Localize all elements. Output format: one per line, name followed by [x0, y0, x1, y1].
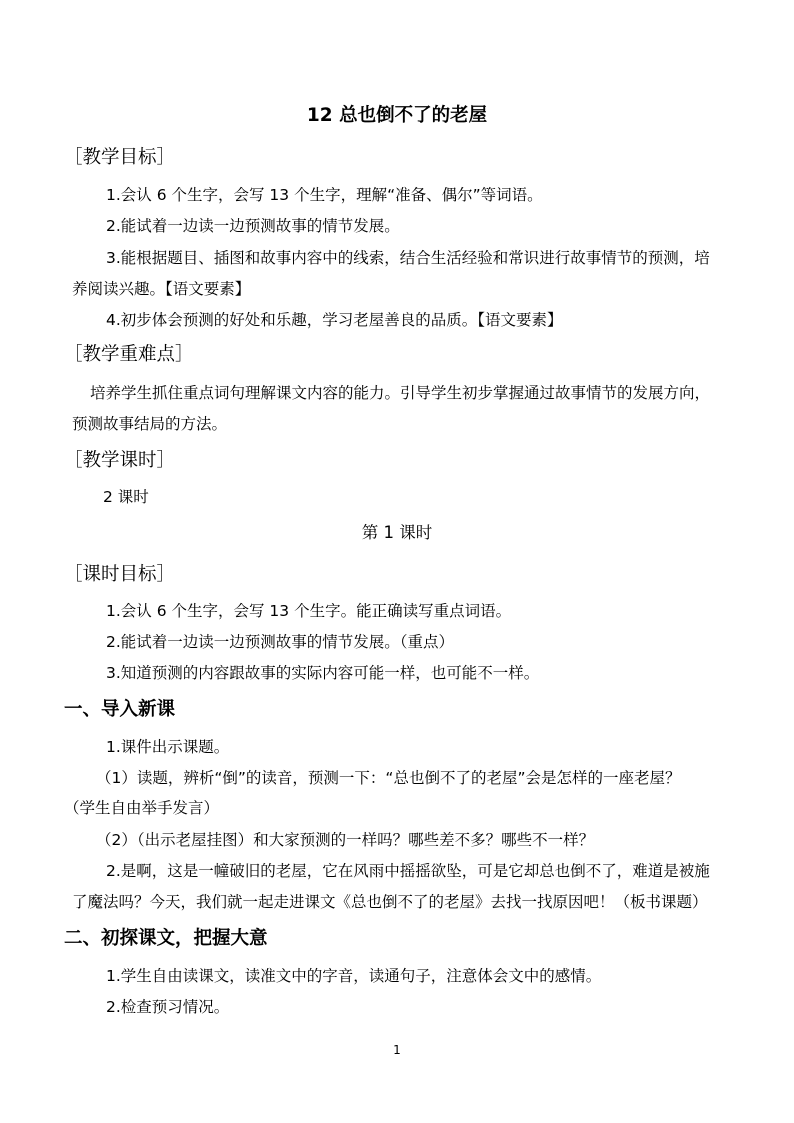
key-points-line-2: 预测故事结局的方法。: [72, 415, 228, 433]
lesson-goal-item-3: 3.知道预测的内容跟故事的实际内容可能一样，也可能不一样。: [106, 664, 540, 682]
lesson-goal-item-2: 2.能试着一边读一边预测故事的情节发展。（重点）: [106, 633, 455, 651]
section-heading-teaching-goals: ［教学目标］: [64, 147, 176, 168]
key-points-line-1: 培养学生抓住重点词句理解课文内容的能力。引导学生初步掌握通过故事情节的发展方向，: [90, 384, 711, 402]
goal-item-2: 2.能试着一边读一边预测故事的情节发展。: [106, 217, 400, 235]
goal-item-3: 3.能根据题目、插图和故事内容中的线索，结合生活经验和常识进行故事情节的预测，培: [106, 249, 710, 267]
lesson-title: 第 1 课时: [361, 523, 433, 542]
goal-item-1: 1.会认 6 个生字，会写 13 个生字，理解“准备、偶尔”等词语。: [106, 186, 543, 204]
section-heading-lesson-goals: ［课时目标］: [64, 564, 176, 585]
intro-line-2: （1）读题，辨析“倒”的读音，预测一下：“总也倒不了的老屋”会是怎样的一座老屋？: [96, 769, 681, 787]
intro-line-5: 2.是啊，这是一幢破旧的老屋，它在风雨中摇摇欲坠，可是它却总也倒不了，难道是被施: [106, 862, 710, 880]
reading-line-2: 2.检查预习情况。: [106, 998, 230, 1016]
intro-line-3: （学生自由举手发言）: [64, 799, 220, 817]
page-number: 1: [393, 1043, 401, 1057]
intro-line-1: 1.课件出示课题。: [106, 738, 230, 756]
part-heading-first-reading: 二、初探课文，把握大意: [64, 928, 268, 949]
intro-line-4: （2）（出示老屋挂图）和大家预测的一样吗？哪些差不多？哪些不一样？: [96, 831, 595, 849]
class-hours-text: 2 课时: [103, 488, 149, 506]
intro-line-6: 了魔法吗？今天，我们就一起走进课文《总也倒不了的老屋》去找一找原因吧！（板书课题）: [72, 893, 708, 911]
part-heading-introduction: 一、导入新课: [64, 699, 176, 720]
lesson-goal-item-1: 1.会认 6 个生字，会写 13 个生字。能正确读写重点词语。: [106, 602, 512, 620]
document-title: 12 总也倒不了的老屋: [306, 105, 488, 126]
section-heading-class-hours: ［教学课时］: [64, 450, 176, 471]
reading-line-1: 1.学生自由读课文，读准文中的字音，读通句子，注意体会文中的感情。: [106, 967, 602, 985]
goal-item-3-cont: 养阅读兴趣。【语文要素】: [72, 280, 251, 298]
goal-item-4: 4.初步体会预测的好处和乐趣，学习老屋善良的品质。【语文要素】: [106, 311, 563, 329]
section-heading-key-points: ［教学重难点］: [64, 344, 194, 365]
